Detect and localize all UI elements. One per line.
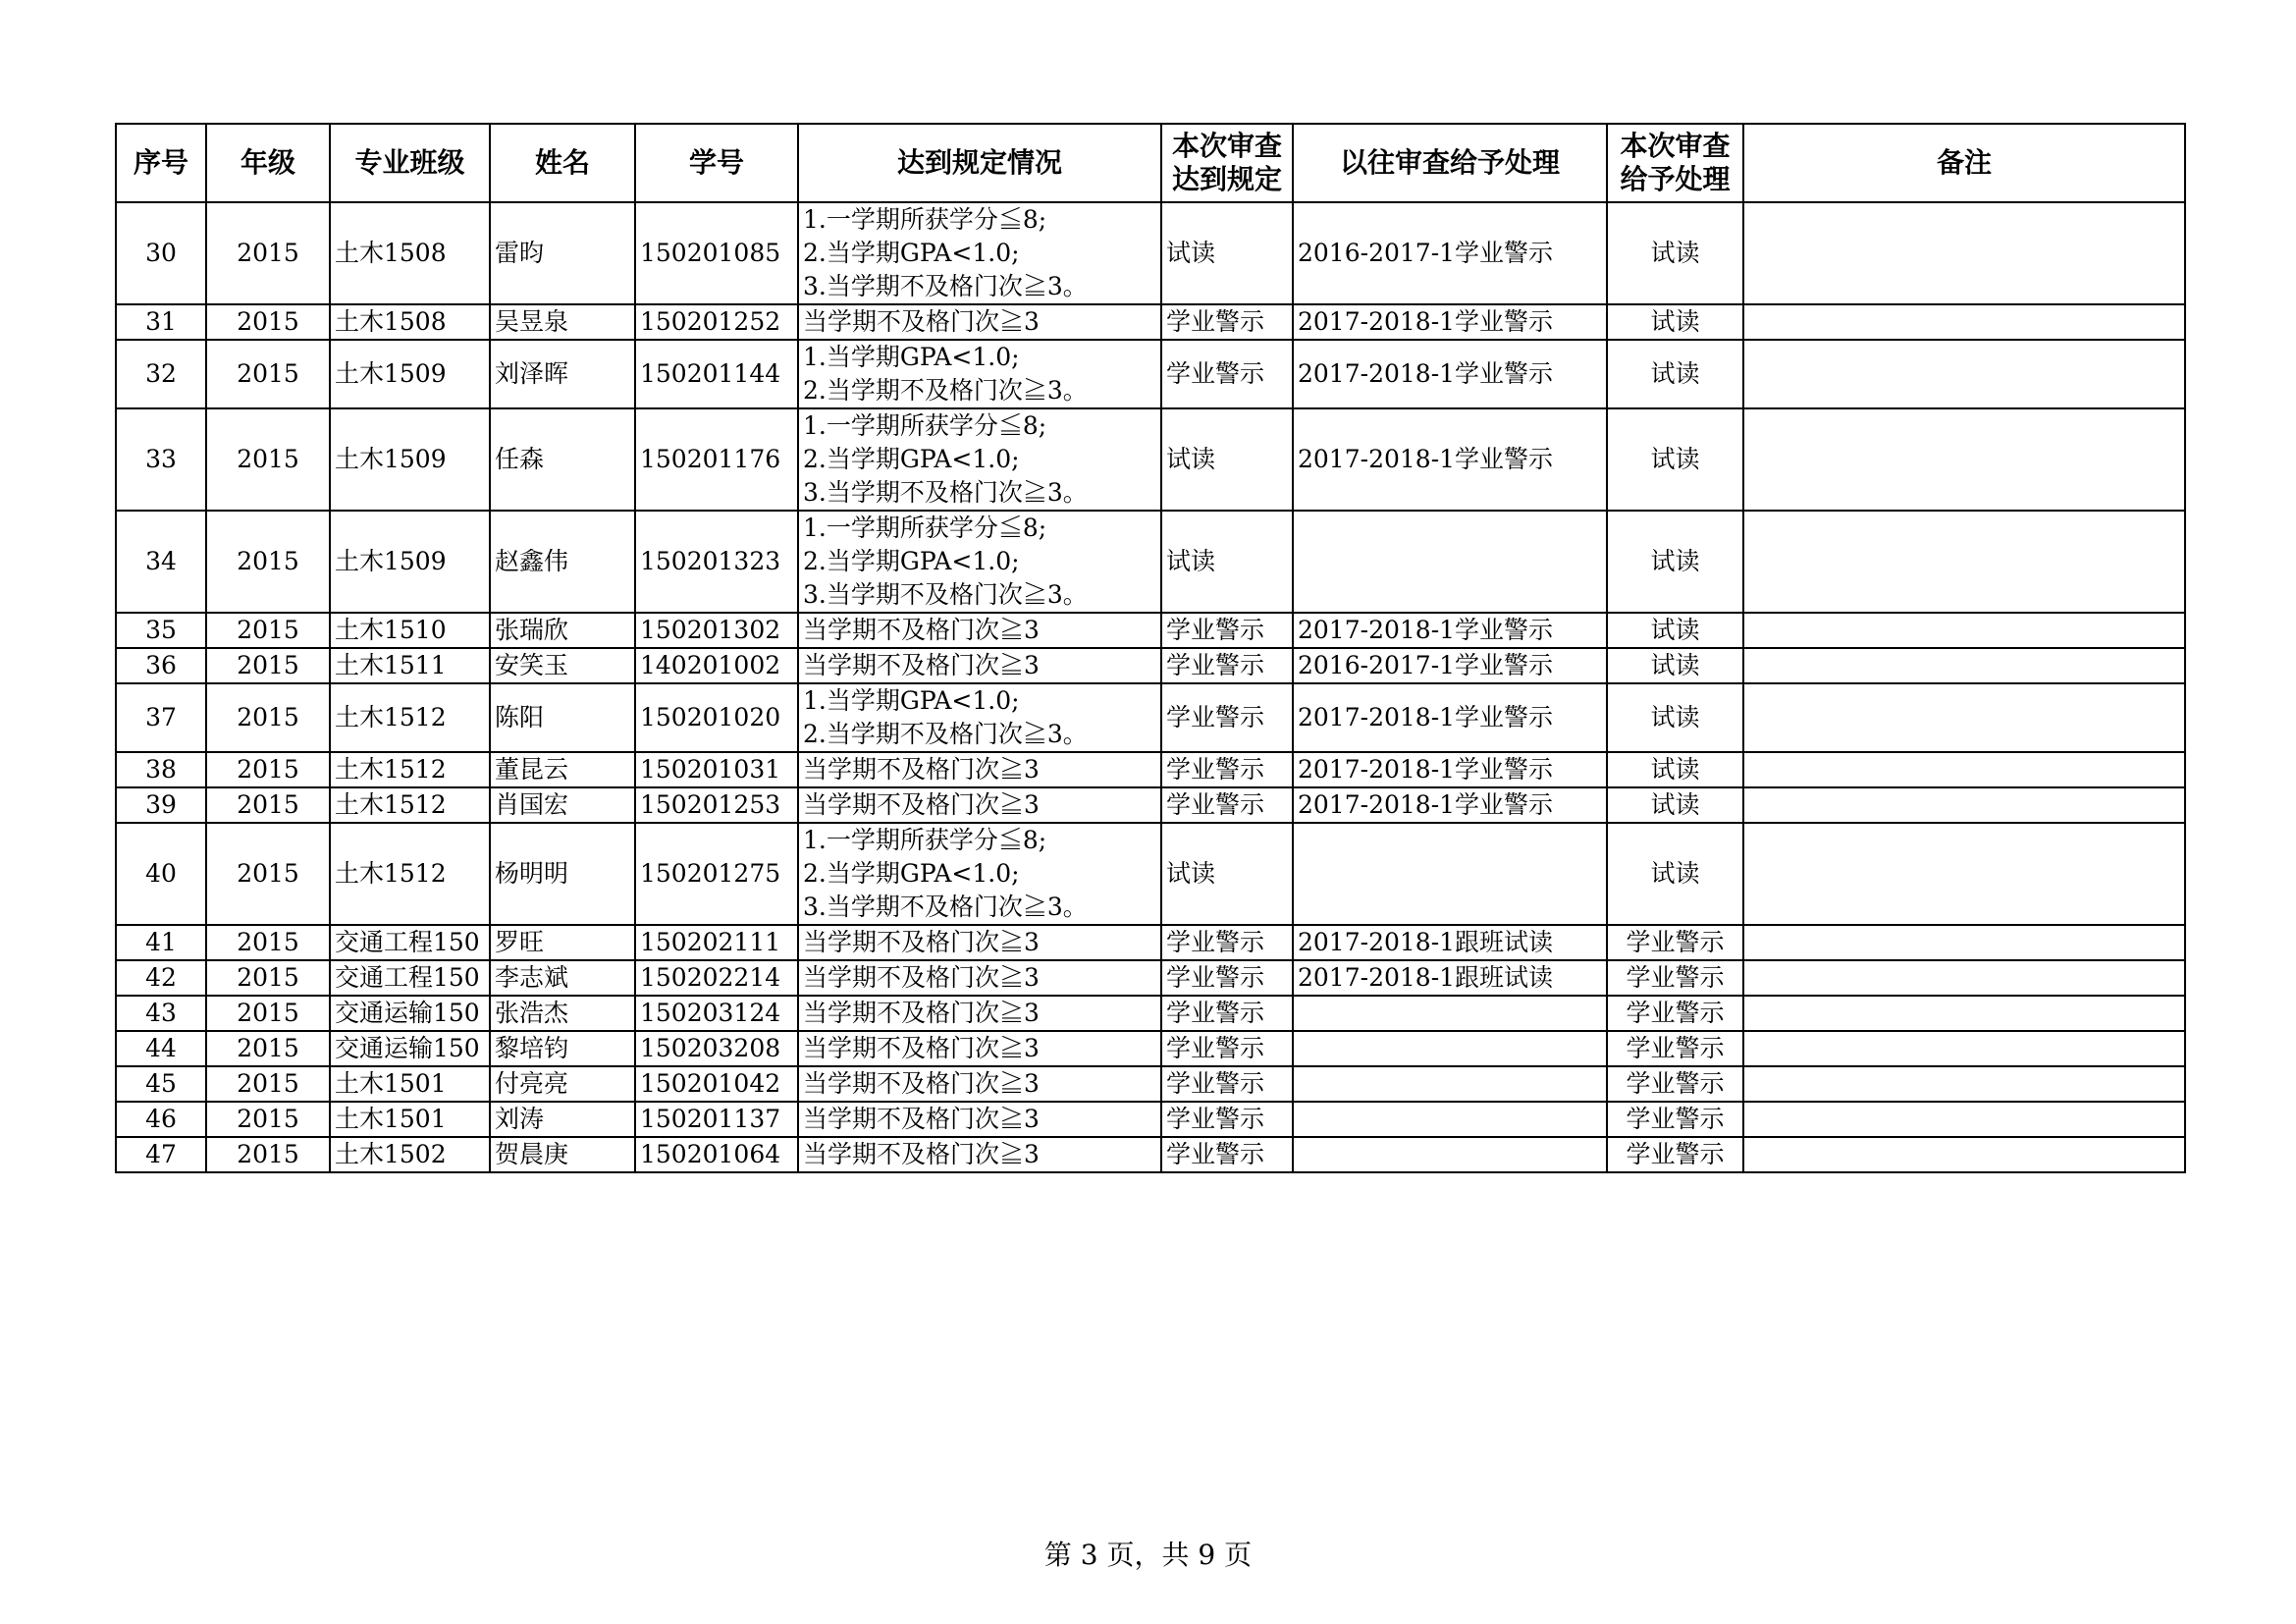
condition-line: 2.当学期GPA<1.0; xyxy=(803,547,1020,575)
condition-cell xyxy=(798,648,1161,683)
header-condition: 达到规定情况 xyxy=(798,124,1161,202)
condition-line: 当学期不及格门次≧3 xyxy=(803,1140,1040,1168)
current-result-cell: 试读 xyxy=(1161,823,1293,925)
current-action-cell: 试读 xyxy=(1607,648,1743,683)
grade-cell: 2015 xyxy=(206,511,330,613)
student-id-cell: 150201020 xyxy=(635,683,798,752)
note-cell xyxy=(1743,787,2185,823)
current-action-cell: 学业警示 xyxy=(1607,1137,1743,1172)
student-id-cell: 150201042 xyxy=(635,1066,798,1102)
index-cell: 42 xyxy=(116,960,206,996)
index-cell: 46 xyxy=(116,1102,206,1137)
index-cell: 35 xyxy=(116,613,206,648)
condition-cell xyxy=(798,823,1161,925)
table-row xyxy=(116,925,2185,960)
note-cell xyxy=(1743,823,2185,925)
current-result-cell: 学业警示 xyxy=(1161,996,1293,1031)
condition-cell xyxy=(798,996,1161,1031)
condition-cell xyxy=(798,1137,1161,1172)
student-id-cell: 140201002 xyxy=(635,648,798,683)
current-action-cell: 试读 xyxy=(1607,787,1743,823)
header-grade: 年级 xyxy=(206,124,330,202)
table-row xyxy=(116,340,2185,408)
note-cell xyxy=(1743,996,2185,1031)
name-cell: 李志斌 xyxy=(490,960,635,996)
index-cell: 34 xyxy=(116,511,206,613)
name-cell: 杨明明 xyxy=(490,823,635,925)
table-row xyxy=(116,960,2185,996)
condition-line: 当学期不及格门次≧3 xyxy=(803,307,1040,336)
previous-action-cell: 2017-2018-1跟班试读 xyxy=(1293,960,1607,996)
student-id-cell: 150203208 xyxy=(635,1031,798,1066)
table-row xyxy=(116,823,2185,925)
previous-action-cell xyxy=(1293,996,1607,1031)
class-cell: 土木1512 xyxy=(330,683,490,752)
name-cell: 安笑玉 xyxy=(490,648,635,683)
index-cell: 45 xyxy=(116,1066,206,1102)
condition-cell xyxy=(798,1031,1161,1066)
condition-line: 2.当学期GPA<1.0; xyxy=(803,445,1020,473)
condition-line: 3.当学期不及格门次≧3。 xyxy=(803,478,1088,507)
class-cell: 土木1509 xyxy=(330,511,490,613)
previous-action-cell xyxy=(1293,1066,1607,1102)
grade-cell: 2015 xyxy=(206,1102,330,1137)
header-current-result: 本次审查达到规定 xyxy=(1161,124,1293,202)
current-result-cell: 学业警示 xyxy=(1161,683,1293,752)
current-result-cell: 试读 xyxy=(1161,511,1293,613)
previous-action-cell: 2017-2018-1学业警示 xyxy=(1293,752,1607,787)
header-row xyxy=(116,124,2185,202)
note-cell xyxy=(1743,752,2185,787)
condition-line: 2.当学期不及格门次≧3。 xyxy=(803,376,1088,405)
table-row xyxy=(116,408,2185,511)
condition-line: 当学期不及格门次≧3 xyxy=(803,928,1040,956)
current-result-cell: 学业警示 xyxy=(1161,925,1293,960)
index-cell: 33 xyxy=(116,408,206,511)
table-row xyxy=(116,1031,2185,1066)
class-cell: 土木1511 xyxy=(330,648,490,683)
table-row xyxy=(116,511,2185,613)
table-row xyxy=(116,202,2185,304)
student-id-cell: 150202214 xyxy=(635,960,798,996)
student-id-cell: 150201064 xyxy=(635,1137,798,1172)
condition-line: 1.一学期所获学分≦8; xyxy=(803,826,1047,854)
class-cell: 交通工程150 xyxy=(330,960,490,996)
current-action-cell: 试读 xyxy=(1607,823,1743,925)
student-id-cell: 150201275 xyxy=(635,823,798,925)
current-result-cell: 学业警示 xyxy=(1161,752,1293,787)
current-action-cell: 试读 xyxy=(1607,613,1743,648)
student-id-cell: 150201031 xyxy=(635,752,798,787)
header-class: 专业班级 xyxy=(330,124,490,202)
grade-cell: 2015 xyxy=(206,304,330,340)
current-result-cell: 学业警示 xyxy=(1161,1066,1293,1102)
current-result-cell: 学业警示 xyxy=(1161,960,1293,996)
name-cell: 肖国宏 xyxy=(490,787,635,823)
condition-line: 2.当学期不及格门次≧3。 xyxy=(803,720,1088,748)
student-id-cell: 150201137 xyxy=(635,1102,798,1137)
page-footer: 第 3 页，共 9 页 xyxy=(1043,1539,1253,1571)
index-cell: 32 xyxy=(116,340,206,408)
current-action-cell: 学业警示 xyxy=(1607,1066,1743,1102)
current-action-cell: 学业警示 xyxy=(1607,1102,1743,1137)
name-cell: 张浩杰 xyxy=(490,996,635,1031)
name-cell: 雷昀 xyxy=(490,202,635,304)
index-cell: 39 xyxy=(116,787,206,823)
current-result-cell: 学业警示 xyxy=(1161,1102,1293,1137)
condition-line: 1.当学期GPA<1.0; xyxy=(803,343,1020,371)
class-cell: 土木1508 xyxy=(330,304,490,340)
current-result-cell: 学业警示 xyxy=(1161,1031,1293,1066)
previous-action-cell xyxy=(1293,1031,1607,1066)
class-cell: 土木1501 xyxy=(330,1066,490,1102)
condition-line: 当学期不及格门次≧3 xyxy=(803,1069,1040,1098)
condition-line: 3.当学期不及格门次≧3。 xyxy=(803,272,1088,300)
student-review-table xyxy=(115,123,2186,1173)
index-cell: 40 xyxy=(116,823,206,925)
grade-cell: 2015 xyxy=(206,613,330,648)
condition-cell xyxy=(798,613,1161,648)
grade-cell: 2015 xyxy=(206,683,330,752)
current-action-cell: 学业警示 xyxy=(1607,996,1743,1031)
note-cell xyxy=(1743,1137,2185,1172)
previous-action-cell: 2016-2017-1学业警示 xyxy=(1293,202,1607,304)
grade-cell: 2015 xyxy=(206,960,330,996)
index-cell: 38 xyxy=(116,752,206,787)
index-cell: 43 xyxy=(116,996,206,1031)
class-cell: 土木1501 xyxy=(330,1102,490,1137)
grade-cell: 2015 xyxy=(206,202,330,304)
name-cell: 罗旺 xyxy=(490,925,635,960)
table-row xyxy=(116,304,2185,340)
name-cell: 赵鑫伟 xyxy=(490,511,635,613)
class-cell: 土木1509 xyxy=(330,340,490,408)
note-cell xyxy=(1743,340,2185,408)
student-id-cell: 150201085 xyxy=(635,202,798,304)
student-id-cell: 150202111 xyxy=(635,925,798,960)
class-cell: 土木1509 xyxy=(330,408,490,511)
student-id-cell: 150201176 xyxy=(635,408,798,511)
grade-cell: 2015 xyxy=(206,1031,330,1066)
current-action-cell: 学业警示 xyxy=(1607,925,1743,960)
condition-line: 2.当学期GPA<1.0; xyxy=(803,859,1020,888)
condition-cell xyxy=(798,1102,1161,1137)
table-row xyxy=(116,1137,2185,1172)
note-cell xyxy=(1743,511,2185,613)
note-cell xyxy=(1743,304,2185,340)
student-id-cell: 150201302 xyxy=(635,613,798,648)
header-previous-action: 以往审查给予处理 xyxy=(1293,124,1607,202)
table-row xyxy=(116,1066,2185,1102)
condition-cell xyxy=(798,683,1161,752)
note-cell xyxy=(1743,1066,2185,1102)
index-cell: 41 xyxy=(116,925,206,960)
condition-line: 3.当学期不及格门次≧3。 xyxy=(803,893,1088,921)
class-cell: 土木1512 xyxy=(330,787,490,823)
condition-cell xyxy=(798,511,1161,613)
previous-action-cell: 2017-2018-1学业警示 xyxy=(1293,340,1607,408)
current-result-cell: 试读 xyxy=(1161,408,1293,511)
note-cell xyxy=(1743,408,2185,511)
student-id-cell: 150203124 xyxy=(635,996,798,1031)
condition-line: 1.一学期所获学分≦8; xyxy=(803,514,1047,542)
previous-action-cell: 2017-2018-1跟班试读 xyxy=(1293,925,1607,960)
grade-cell: 2015 xyxy=(206,752,330,787)
note-cell xyxy=(1743,613,2185,648)
current-action-cell: 学业警示 xyxy=(1607,1031,1743,1066)
condition-line: 当学期不及格门次≧3 xyxy=(803,1105,1040,1133)
current-result-cell: 学业警示 xyxy=(1161,304,1293,340)
current-result-cell: 学业警示 xyxy=(1161,648,1293,683)
current-action-cell: 试读 xyxy=(1607,683,1743,752)
class-cell: 交通运输150 xyxy=(330,1031,490,1066)
header-current-action: 本次审查给予处理 xyxy=(1607,124,1743,202)
note-cell xyxy=(1743,202,2185,304)
name-cell: 刘涛 xyxy=(490,1102,635,1137)
grade-cell: 2015 xyxy=(206,925,330,960)
condition-line: 2.当学期GPA<1.0; xyxy=(803,239,1020,267)
previous-action-cell xyxy=(1293,823,1607,925)
class-cell: 土木1512 xyxy=(330,823,490,925)
previous-action-cell xyxy=(1293,1102,1607,1137)
previous-action-cell: 2017-2018-1学业警示 xyxy=(1293,683,1607,752)
name-cell: 陈阳 xyxy=(490,683,635,752)
index-cell: 37 xyxy=(116,683,206,752)
current-result-cell: 试读 xyxy=(1161,202,1293,304)
name-cell: 付亮亮 xyxy=(490,1066,635,1102)
table-row xyxy=(116,648,2185,683)
header-note: 备注 xyxy=(1743,124,2185,202)
previous-action-cell: 2017-2018-1学业警示 xyxy=(1293,613,1607,648)
condition-cell xyxy=(798,340,1161,408)
condition-line: 1.一学期所获学分≦8; xyxy=(803,205,1047,234)
previous-action-cell: 2017-2018-1学业警示 xyxy=(1293,304,1607,340)
student-id-cell: 150201253 xyxy=(635,787,798,823)
grade-cell: 2015 xyxy=(206,648,330,683)
index-cell: 44 xyxy=(116,1031,206,1066)
condition-cell xyxy=(798,787,1161,823)
index-cell: 30 xyxy=(116,202,206,304)
index-cell: 31 xyxy=(116,304,206,340)
grade-cell: 2015 xyxy=(206,340,330,408)
table-row xyxy=(116,1102,2185,1137)
class-cell: 土木1510 xyxy=(330,613,490,648)
condition-cell xyxy=(798,202,1161,304)
condition-cell xyxy=(798,304,1161,340)
table-row xyxy=(116,683,2185,752)
name-cell: 贺晨庚 xyxy=(490,1137,635,1172)
grade-cell: 2015 xyxy=(206,408,330,511)
condition-line: 当学期不及格门次≧3 xyxy=(803,651,1040,679)
current-action-cell: 试读 xyxy=(1607,340,1743,408)
student-id-cell: 150201323 xyxy=(635,511,798,613)
condition-cell xyxy=(798,408,1161,511)
current-action-cell: 试读 xyxy=(1607,511,1743,613)
class-cell: 交通工程150 xyxy=(330,925,490,960)
current-result-cell: 学业警示 xyxy=(1161,1137,1293,1172)
current-result-cell: 学业警示 xyxy=(1161,340,1293,408)
index-cell: 47 xyxy=(116,1137,206,1172)
previous-action-cell: 2017-2018-1学业警示 xyxy=(1293,408,1607,511)
current-action-cell: 试读 xyxy=(1607,304,1743,340)
condition-line: 当学期不及格门次≧3 xyxy=(803,790,1040,819)
condition-cell xyxy=(798,960,1161,996)
note-cell xyxy=(1743,960,2185,996)
grade-cell: 2015 xyxy=(206,787,330,823)
previous-action-cell: 2016-2017-1学业警示 xyxy=(1293,648,1607,683)
condition-line: 当学期不及格门次≧3 xyxy=(803,963,1040,992)
name-cell: 董昆云 xyxy=(490,752,635,787)
grade-cell: 2015 xyxy=(206,1137,330,1172)
condition-line: 当学期不及格门次≧3 xyxy=(803,999,1040,1027)
note-cell xyxy=(1743,1031,2185,1066)
condition-cell xyxy=(798,752,1161,787)
condition-line: 当学期不及格门次≧3 xyxy=(803,616,1040,644)
note-cell xyxy=(1743,648,2185,683)
grade-cell: 2015 xyxy=(206,823,330,925)
table-row xyxy=(116,787,2185,823)
note-cell xyxy=(1743,683,2185,752)
table-row xyxy=(116,996,2185,1031)
table-row xyxy=(116,752,2185,787)
header-index: 序号 xyxy=(116,124,206,202)
current-action-cell: 试读 xyxy=(1607,408,1743,511)
condition-cell xyxy=(798,1066,1161,1102)
note-cell xyxy=(1743,1102,2185,1137)
grade-cell: 2015 xyxy=(206,996,330,1031)
previous-action-cell xyxy=(1293,511,1607,613)
name-cell: 刘泽晖 xyxy=(490,340,635,408)
grade-cell: 2015 xyxy=(206,1066,330,1102)
note-cell xyxy=(1743,925,2185,960)
class-cell: 土木1508 xyxy=(330,202,490,304)
student-id-cell: 150201252 xyxy=(635,304,798,340)
class-cell: 土木1512 xyxy=(330,752,490,787)
student-id-cell: 150201144 xyxy=(635,340,798,408)
condition-line: 1.一学期所获学分≦8; xyxy=(803,411,1047,440)
table-body xyxy=(116,202,2185,1172)
current-result-cell: 学业警示 xyxy=(1161,613,1293,648)
header-name: 姓名 xyxy=(490,124,635,202)
condition-line: 3.当学期不及格门次≧3。 xyxy=(803,580,1088,609)
condition-line: 当学期不及格门次≧3 xyxy=(803,755,1040,784)
table-row xyxy=(116,613,2185,648)
class-cell: 土木1502 xyxy=(330,1137,490,1172)
condition-line: 当学期不及格门次≧3 xyxy=(803,1034,1040,1062)
condition-cell xyxy=(798,925,1161,960)
current-action-cell: 试读 xyxy=(1607,752,1743,787)
current-action-cell: 试读 xyxy=(1607,202,1743,304)
name-cell: 任森 xyxy=(490,408,635,511)
index-cell: 36 xyxy=(116,648,206,683)
current-action-cell: 学业警示 xyxy=(1607,960,1743,996)
name-cell: 黎培钧 xyxy=(490,1031,635,1066)
previous-action-cell xyxy=(1293,1137,1607,1172)
name-cell: 张瑞欣 xyxy=(490,613,635,648)
header-student-id: 学号 xyxy=(635,124,798,202)
name-cell: 吴昱泉 xyxy=(490,304,635,340)
current-result-cell: 学业警示 xyxy=(1161,787,1293,823)
previous-action-cell: 2017-2018-1学业警示 xyxy=(1293,787,1607,823)
class-cell: 交通运输150 xyxy=(330,996,490,1031)
condition-line: 1.当学期GPA<1.0; xyxy=(803,686,1020,715)
